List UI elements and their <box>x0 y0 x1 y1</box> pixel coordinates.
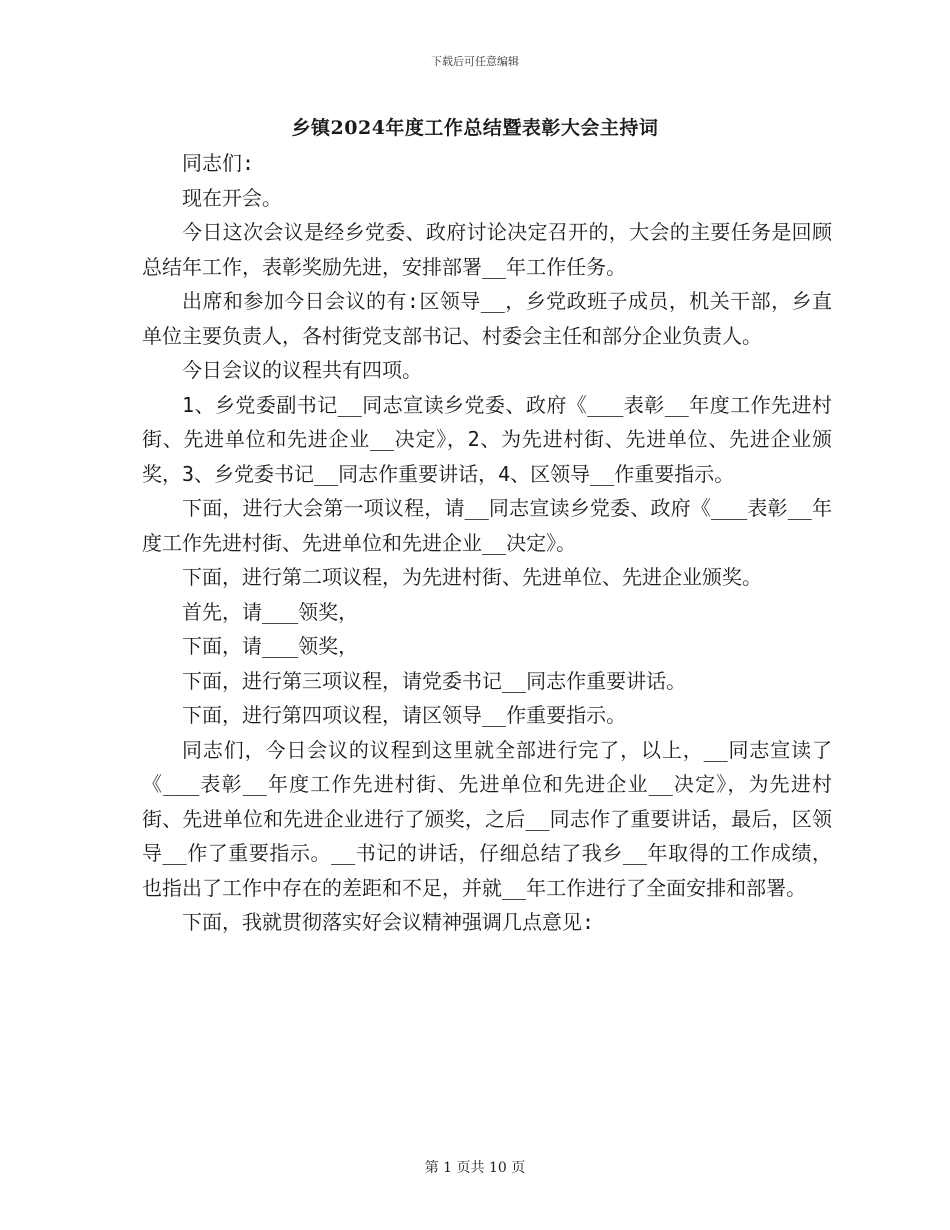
paragraph-award-next: 下面，请___领奖， <box>182 634 359 658</box>
paragraph-agenda-intro: 今日会议的议程共有四项。 <box>182 358 422 382</box>
document-title: 乡镇2024年度工作总结暨表彰大会主持词 <box>291 117 659 139</box>
paragraph-opening: 现在开会。 <box>182 185 282 210</box>
paragraph-agenda-items: 1、乡党委副书记__同志宣读乡党委、政府《___表彰__年度工作先进村街、先进单位和先进企业__决定》，2、为先进村街、先进单位、先进企业颁奖，3、乡党委书记__同志作重要讲话，4、区领导__作重要指示。 <box>142 392 832 486</box>
paragraph-greeting: 同志们: <box>182 151 255 175</box>
paragraph-item-two: 下面，进行第二项议程，为先进村街、先进单位、先进企业颁奖。 <box>182 565 762 589</box>
paragraph-purpose: 今日这次会议是经乡党委、政府讨论决定召开的，大会的主要任务是回顾总结年工作，表彰奖励先进，安排部署__年工作任务。 <box>142 220 832 279</box>
paragraph-attendees: 出席和参加今日会议的有:区领导__，乡党政班子成员，机关干部，乡直单位主要负责人，各村街党支部书记、村委会主任和部分企业负责人。 <box>142 289 832 348</box>
paragraph-item-four: 下面，进行第四项议程，请区领导__作重要指示。 <box>182 703 627 727</box>
paragraph-item-three: 下面，进行第三项议程，请党委书记__同志作重要讲话。 <box>182 668 687 693</box>
paragraph-item-one: 下面，进行大会第一项议程，请__同志宣读乡党委、政府《___表彰__年度工作先进村街、先进单位和先进企业__决定》。 <box>142 496 832 555</box>
paragraph-award-first: 首先，请___领奖， <box>182 599 359 624</box>
paragraph-summary: 同志们，今日会议的议程到这里就全部进行完了，以上，__同志宣读了《___表彰__年度工作先进村街、先进单位和先进企业__决定》，为先进村街、先进单位和先进企业进行了颁奖，之后__同志作了重要讲话，最后，区领导__作了重要指示。__书记的讲话，仔细总结了我乡__年取得的工作成绩，也指出了工作中存在的差距和不足，并就__年工作进行了全面安排和部署。 <box>142 737 832 900</box>
page-footer: 第 1 页共 10 页 <box>424 1160 526 1176</box>
paragraph-closing-intro: 下面，我就贯彻落实好会议精神强调几点意见: <box>182 910 595 934</box>
page-header: 下载后可任意编辑 <box>431 55 519 68</box>
document-body <box>142 146 832 940</box>
